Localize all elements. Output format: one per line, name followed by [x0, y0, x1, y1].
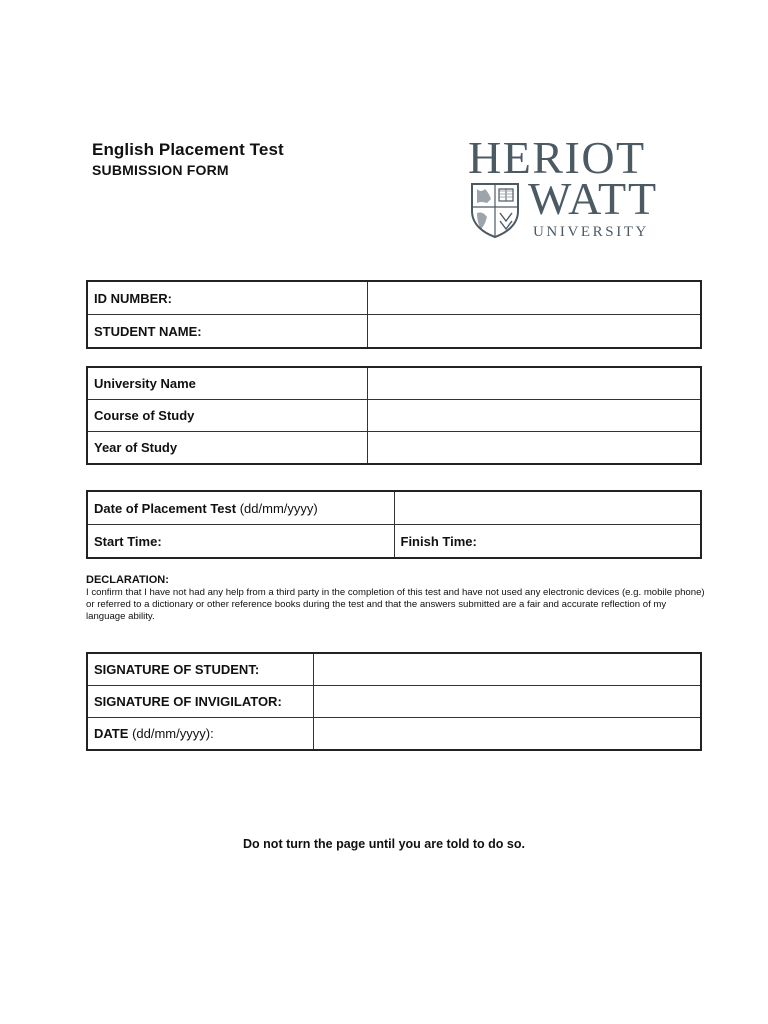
university-name-label: University Name — [87, 367, 368, 400]
id-number-label: ID NUMBER: — [87, 281, 368, 315]
signature-date-format: (dd/mm/yyyy): — [132, 726, 214, 741]
form-title: English Placement Test — [92, 140, 284, 159]
student-name-label: STUDENT NAME: — [87, 315, 368, 349]
logo-line-university: UNIVERSITY — [533, 224, 649, 240]
table-row — [87, 400, 701, 432]
table-row — [87, 281, 701, 315]
table-row — [87, 491, 701, 525]
declaration-text: I confirm that I have not had any help from a third party in the completion of this test and have not used any electronic devices (e.g. mobile phone) or referred to a dictionary or other reference books during the test and that the answers submitted are a fair and accurate reflection of my language ability. — [86, 587, 705, 622]
year-of-study-field[interactable] — [368, 432, 702, 465]
invigilator-signature-field[interactable] — [314, 686, 702, 718]
declaration-heading: DECLARATION: — [86, 574, 169, 586]
test-timing-table — [86, 490, 702, 559]
signature-date-label — [87, 718, 314, 751]
signature-table — [86, 652, 702, 751]
student-name-field[interactable] — [368, 315, 702, 349]
table-row — [87, 315, 701, 349]
table-row — [87, 718, 701, 751]
invigilator-signature-label: SIGNATURE OF INVIGILATOR: — [87, 686, 314, 718]
id-number-field[interactable] — [368, 281, 702, 315]
course-of-study-field[interactable] — [368, 400, 702, 432]
student-signature-field[interactable] — [314, 653, 702, 686]
placement-date-format: (dd/mm/yyyy) — [239, 500, 318, 516]
university-name-field[interactable] — [368, 367, 702, 400]
table-row — [87, 525, 701, 559]
course-of-study-label: Course of Study — [87, 400, 368, 432]
signature-date-label-text: DATE — [94, 726, 129, 741]
table-row — [87, 367, 701, 400]
university-logo — [466, 132, 682, 242]
student-id-table — [86, 280, 702, 349]
signature-date-field[interactable] — [314, 718, 702, 751]
start-time-label[interactable]: Start Time: — [87, 525, 394, 559]
placement-date-label — [87, 491, 394, 525]
form-subtitle: SUBMISSION FORM — [92, 162, 229, 178]
table-row — [87, 432, 701, 465]
student-signature-label: SIGNATURE OF STUDENT: — [87, 653, 314, 686]
table-row — [87, 686, 701, 718]
year-of-study-label: Year of Study — [87, 432, 368, 465]
placement-date-field[interactable] — [394, 491, 701, 525]
logo-line-heriot: HERIOT — [468, 132, 646, 183]
placement-date-label-text: Date of Placement Test — [94, 500, 237, 516]
finish-time-label[interactable]: Finish Time: — [394, 525, 701, 559]
crest-icon — [468, 181, 522, 239]
study-details-table — [86, 366, 702, 465]
declaration — [86, 574, 706, 623]
table-row — [87, 653, 701, 686]
footer-note: Do not turn the page until you are told to do so. — [243, 837, 525, 851]
logo-line-watt: WATT — [528, 173, 658, 224]
